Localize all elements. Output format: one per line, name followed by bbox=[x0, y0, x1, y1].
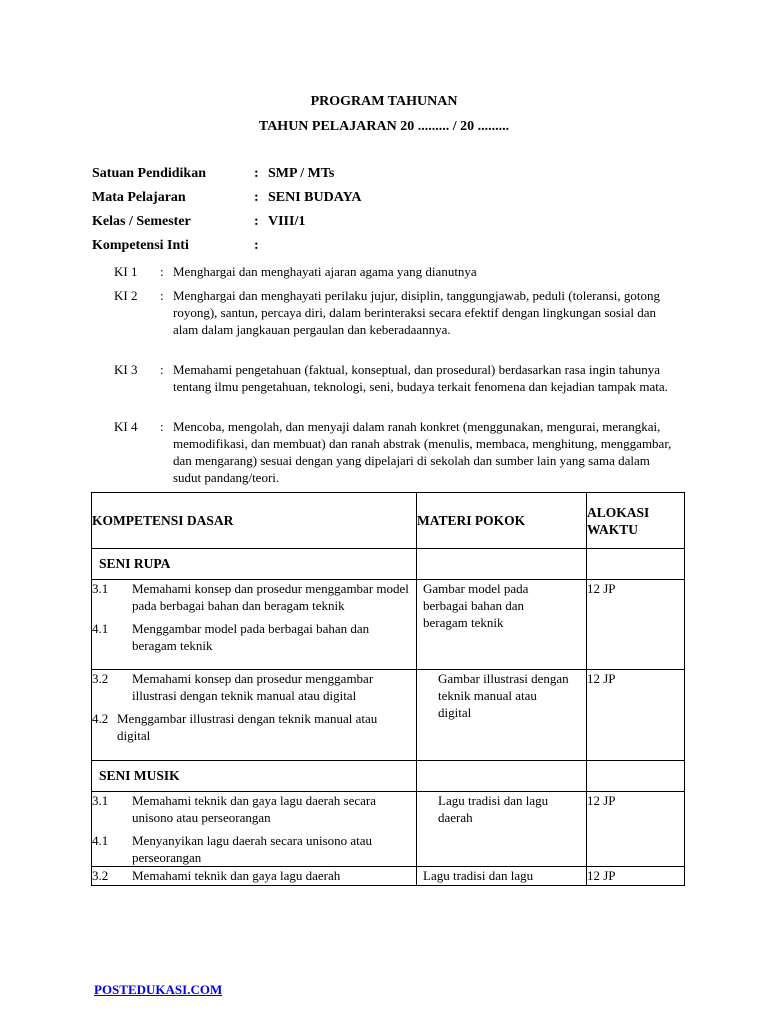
kd-text: Menggambar illustrasi dengan teknik manual atau digital bbox=[117, 711, 378, 743]
kd-number: 4.2 bbox=[92, 711, 109, 726]
meta-separator: : bbox=[254, 190, 259, 205]
ki-separator: : bbox=[160, 264, 164, 279]
kd-text: Menyanyikan lagu daerah secara unisono atau perseorangan bbox=[132, 833, 373, 865]
empty-cell bbox=[417, 549, 587, 580]
ki-code: KI 4 bbox=[114, 419, 138, 434]
alokasi-cell: 12 JP bbox=[587, 792, 685, 867]
table-row bbox=[92, 580, 685, 670]
ki-text: Menghargai dan menghayati perilaku jujur, disiplin, tanggungjawab, peduli (toleransi, gotong royong), santun, percaya diri, dalam berinteraksi secara efektif dengan lingkungan sosial dan alam dalam jangkauan pergaulan dan keberadaannya. bbox=[173, 288, 660, 337]
kd-number: 3.1 bbox=[92, 793, 109, 808]
kd-number: 3.2 bbox=[92, 671, 109, 686]
table-row bbox=[92, 867, 685, 886]
table-header-row bbox=[92, 493, 685, 549]
website-link[interactable]: POSTEDUKASI.COM bbox=[94, 982, 223, 997]
ki-separator: : bbox=[160, 288, 164, 303]
kd-text: Memahami teknik dan gaya lagu daerah secara unisono atau perseorangan bbox=[132, 793, 376, 825]
kd-text: Memahami teknik dan gaya lagu daerah bbox=[132, 868, 341, 883]
ki-text: Memahami pengetahuan (faktual, konseptual, dan prosedural) berdasarkan rasa ingin tahunya tentang ilmu pengetahuan, teknologi, seni, budaya terkait fenomena dan kejadian tampak mata. bbox=[173, 362, 668, 394]
document-title: PROGRAM TAHUNAN bbox=[310, 94, 458, 109]
section-title: SENI MUSIK bbox=[92, 761, 417, 792]
table-row bbox=[92, 670, 685, 761]
alokasi-cell: 12 JP bbox=[587, 670, 685, 761]
kd-text: Memahami konsep dan prosedur menggambar illustrasi dengan teknik manual atau digital bbox=[132, 671, 374, 703]
section-row-seni-rupa bbox=[92, 549, 685, 580]
meta-label: Satuan Pendidikan bbox=[92, 166, 206, 181]
meta-value: SENI BUDAYA bbox=[268, 190, 362, 205]
kd-item bbox=[92, 710, 416, 744]
kompetensi-table bbox=[91, 492, 685, 886]
kd-item bbox=[92, 580, 416, 614]
kd-item bbox=[92, 867, 416, 884]
kd-cell bbox=[92, 867, 417, 886]
meta-separator: : bbox=[254, 214, 259, 229]
kd-number: 3.2 bbox=[92, 868, 109, 883]
materi-cell: Gambar illustrasi dengan teknik manual atau digital bbox=[417, 670, 587, 761]
kd-number: 3.1 bbox=[92, 581, 109, 596]
header-alokasi-waktu: ALOKASI WAKTU bbox=[587, 493, 685, 549]
kd-number: 4.1 bbox=[92, 833, 109, 848]
header-materi-pokok: MATERI POKOK bbox=[417, 493, 587, 549]
empty-cell bbox=[417, 761, 587, 792]
kd-cell bbox=[92, 580, 417, 670]
ki-code: KI 2 bbox=[114, 288, 138, 303]
kd-item bbox=[92, 670, 416, 704]
kd-text: Menggambar model pada berbagai bahan dan beragam teknik bbox=[132, 621, 370, 653]
kd-text: Memahami konsep dan prosedur menggambar model pada berbagai bahan dan beragam teknik bbox=[132, 581, 409, 613]
alokasi-cell: 12 JP bbox=[587, 867, 685, 886]
meta-value: SMP / MTs bbox=[268, 166, 335, 181]
materi-cell: Lagu tradisi dan lagu daerah bbox=[417, 792, 587, 867]
alokasi-cell: 12 JP bbox=[587, 580, 685, 670]
ki-code: KI 1 bbox=[114, 264, 138, 279]
ki-text: Menghargai dan menghayati ajaran agama yang dianutnya bbox=[173, 264, 477, 279]
kd-item bbox=[92, 792, 416, 826]
kd-number: 4.1 bbox=[92, 621, 109, 636]
ki-separator: : bbox=[160, 419, 164, 434]
materi-cell: Lagu tradisi dan lagu bbox=[417, 867, 587, 886]
ki-code: KI 3 bbox=[114, 362, 138, 377]
table-row bbox=[92, 792, 685, 867]
kd-cell bbox=[92, 792, 417, 867]
empty-cell bbox=[587, 549, 685, 580]
empty-cell bbox=[587, 761, 685, 792]
kd-item bbox=[92, 620, 416, 654]
meta-separator: : bbox=[254, 166, 259, 181]
meta-separator: : bbox=[254, 238, 259, 253]
kd-cell bbox=[92, 670, 417, 761]
header-kompetensi-dasar: KOMPETENSI DASAR bbox=[92, 493, 417, 549]
materi-cell: Gambar model pada berbagai bahan dan beragam teknik bbox=[417, 580, 587, 670]
meta-value: VIII/1 bbox=[268, 214, 306, 229]
meta-label: Kompetensi Inti bbox=[92, 238, 189, 253]
meta-label: Kelas / Semester bbox=[92, 214, 191, 229]
kd-item bbox=[92, 832, 416, 866]
section-row-seni-musik bbox=[92, 761, 685, 792]
ki-text: Mencoba, mengolah, dan menyaji dalam ranah konkret (menggunakan, mengurai, merangkai, memodifikasi, dan membuat) dan ranah abstrak (menulis, membaca, menghitung, menggambar, dan mengarang) sesuai dengan yang dipelajari di sekolah dan sumber lain yang sama dalam sudut pandang/teori. bbox=[173, 419, 672, 485]
ki-separator: : bbox=[160, 362, 164, 377]
academic-year: TAHUN PELAJARAN 20 ......... / 20 ......... bbox=[258, 119, 510, 134]
section-title: SENI RUPA bbox=[92, 549, 417, 580]
meta-label: Mata Pelajaran bbox=[92, 190, 186, 205]
